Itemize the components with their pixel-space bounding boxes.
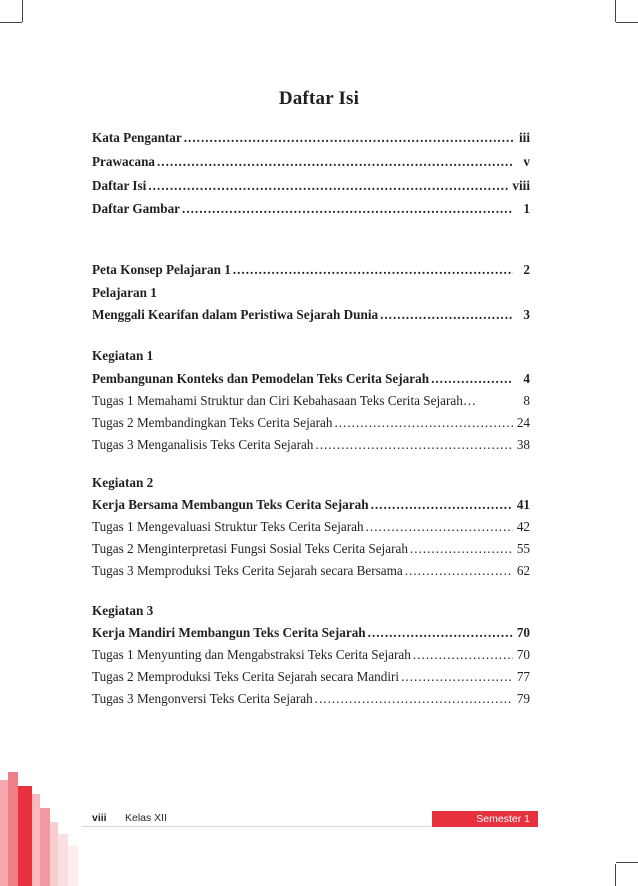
toc-entry-text: Tugas 3 Memproduksi Teks Cerita Sejarah secara Bersama [92, 563, 403, 578]
toc-entry-task[interactable] [92, 391, 530, 411]
toc-entry-kata-pengantar[interactable] [92, 128, 530, 148]
toc-page-number: 70 [516, 647, 530, 662]
dot-leader [148, 176, 509, 196]
toc-entry-daftar-isi[interactable] [92, 176, 530, 196]
toc-entry-activity-title[interactable] [92, 369, 530, 389]
toc-entry-text: Tugas 3 Menganalisis Teks Cerita Sejarah [92, 437, 314, 452]
toc-entry-text: Peta Konsep Pelajaran 1 [92, 262, 231, 277]
dot-leader [233, 260, 513, 280]
toc-entry-task[interactable] [92, 435, 530, 455]
toc-entry-task[interactable] [92, 689, 530, 709]
toc-entry-text: Kata Pengantar [92, 130, 182, 145]
activity-label: Kegiatan 1 [92, 348, 154, 363]
toc-page-number: 8 [523, 393, 530, 408]
dot-leader [401, 667, 513, 687]
crop-mark [0, 22, 22, 23]
toc-entry-activity-title[interactable] [92, 623, 530, 643]
activity-label: Kegiatan 3 [92, 603, 154, 618]
toc-entry-text: Kerja Bersama Membangun Teks Cerita Sejarah [92, 497, 369, 512]
dot-leader [431, 369, 513, 389]
dot-leader [405, 561, 513, 581]
dot-leader [315, 435, 513, 455]
activity-label: Kegiatan 2 [92, 475, 154, 490]
toc-page-number: 38 [516, 437, 530, 452]
footer-book-title: Kelas XII [125, 812, 168, 824]
toc-entry-task[interactable] [92, 561, 530, 581]
toc-entry-task[interactable] [92, 667, 530, 687]
toc-entry-text: Tugas 2 Memproduksi Teks Cerita Sejarah secara Mandiri [92, 669, 400, 684]
toc-page-number: 24 [516, 415, 530, 430]
toc-entry-lesson-title[interactable] [92, 305, 530, 325]
footer-semester-badge: Semester 1 [432, 811, 538, 827]
toc-entry-text: Daftar Gambar [92, 201, 181, 216]
crop-mark [616, 862, 638, 863]
toc-entry-prawacana[interactable] [92, 152, 530, 172]
dot-leader [413, 645, 513, 665]
toc-page-number: viii [512, 178, 530, 193]
toc-entry-task[interactable] [92, 413, 530, 433]
toc-entry-peta-konsep[interactable] [92, 260, 530, 280]
toc-entry-task[interactable] [92, 517, 530, 537]
dot-leader [371, 495, 513, 515]
toc-entry-activity-title[interactable] [92, 495, 530, 515]
toc-page-number: 77 [516, 669, 530, 684]
lesson-label: Pelajaran 1 [92, 285, 157, 300]
toc-page-number: 42 [516, 519, 530, 534]
toc-page-number: 3 [523, 307, 530, 322]
dot-leader [334, 413, 513, 433]
toc-entry-text: Kerja Mandiri Membangun Teks Cerita Sejarah [92, 625, 366, 640]
toc-entry-daftar-gambar[interactable] [92, 199, 530, 219]
toc-page-number: 62 [516, 563, 530, 578]
dot-leader [182, 199, 513, 219]
toc-page-number: 70 [516, 625, 530, 640]
toc-entry-text: Prawacana [92, 154, 155, 169]
toc-entry-text: Menggali Kearifan dalam Peristiwa Sejarah Dunia [92, 307, 379, 322]
crop-mark [615, 0, 616, 22]
page-title: Daftar Isi [278, 88, 360, 109]
toc-page-number: 41 [516, 497, 530, 512]
dot-leader [184, 128, 513, 148]
toc-entry-text: Daftar Isi [92, 178, 147, 193]
dot-leader [368, 623, 513, 643]
toc-entry-text: Tugas 1 Memahami Struktur dan Ciri Kebahasaan Teks Cerita Sejarah… [92, 393, 477, 408]
footer-rule [82, 826, 432, 827]
toc-page-number: 55 [516, 541, 530, 556]
toc-entry-text: Tugas 2 Menginterpretasi Fungsi Sosial Teks Cerita Sejarah [92, 541, 408, 556]
toc-page-number: 79 [516, 691, 530, 706]
dot-leader [380, 305, 513, 325]
toc-page-number: 1 [523, 201, 530, 216]
footer-stripe-decoration [0, 772, 100, 886]
toc-entry-task[interactable] [92, 645, 530, 665]
toc-entry-text: Tugas 1 Menyunting dan Mengabstraksi Teks Cerita Sejarah [92, 647, 411, 662]
crop-mark [615, 864, 616, 886]
dot-leader [157, 152, 513, 172]
toc-page-number: v [523, 154, 530, 169]
toc-page-number: 2 [523, 262, 530, 277]
toc-entry-task[interactable] [92, 539, 530, 559]
dot-leader [315, 689, 513, 709]
toc-entry-text: Tugas 2 Membandingkan Teks Cerita Sejarah [92, 415, 333, 430]
toc-entry-text: Tugas 1 Mengevaluasi Struktur Teks Cerita Sejarah [92, 519, 364, 534]
toc-entry-text: Tugas 3 Mengonversi Teks Cerita Sejarah [92, 691, 313, 706]
dot-leader [366, 517, 513, 537]
toc-page-number: iii [519, 130, 530, 145]
toc-entry-text: Pembangunan Konteks dan Pemodelan Teks Cerita Sejarah [92, 371, 430, 386]
crop-mark [22, 0, 23, 22]
crop-mark [616, 22, 638, 23]
footer-page-number: viii [92, 812, 107, 824]
dot-leader [410, 539, 513, 559]
toc-page-number: 4 [523, 371, 530, 386]
